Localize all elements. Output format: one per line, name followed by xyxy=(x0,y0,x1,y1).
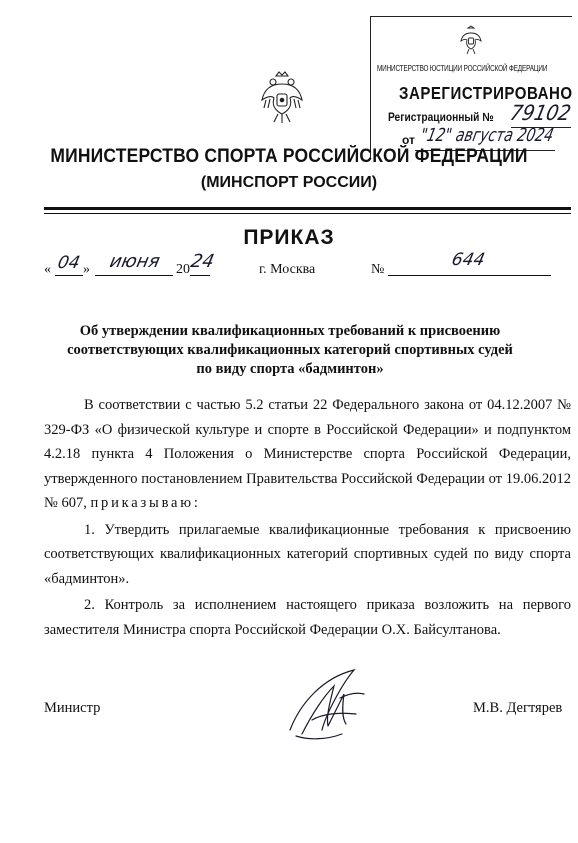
date-close-quote: » xyxy=(83,262,90,277)
stamp-emblem-icon xyxy=(459,25,483,55)
preamble-text: В соответствии с частью 5.2 статьи 22 Федерального закона от 04.12.2007 № 329-ФЗ «О физической культуре и спорте в Российской Федерации» и подпунктом 4.2.18 пункта 4 Положения о Министерстве спорта Российской Федерации, утвержденного постановлением Правительства Российской Федерации от 19.06.2012 № 607, xyxy=(44,397,571,511)
order-item-2: 2. Контроль за исполнением настоящего приказа возложить на первого заместителя Министра спорта Российской Федерации О.Х. Байсултанова. xyxy=(44,597,571,638)
date-year-underline xyxy=(190,275,210,276)
date-year-prefix: 20 xyxy=(176,262,190,277)
date-year-suffix: 24 xyxy=(188,251,217,272)
document-type-heading: ПРИКАЗ xyxy=(243,226,335,249)
city-name: г. Москва xyxy=(259,262,316,277)
date-month-underline xyxy=(95,275,173,276)
order-body xyxy=(44,393,571,642)
ministry-name: МИНИСТЕРСТВО СПОРТА РОССИЙСКОЙ ФЕДЕРАЦИИ xyxy=(50,146,528,167)
order-number: 644 xyxy=(449,250,487,270)
date-day: 04 xyxy=(55,253,82,273)
stamp-registered-label: ЗАРЕГИСТРИРОВАНО xyxy=(399,83,573,103)
signatory-position: Министр xyxy=(44,700,101,716)
date-day-underline xyxy=(55,275,83,276)
registration-stamp xyxy=(370,16,572,158)
order-item-1: 1. Утвердить прилагаемые квалификационные требования к присвоению соответствующих квалификационных категорий спортивных судей по виду спорта «бадминтон». xyxy=(44,521,571,587)
order-number-label: № xyxy=(371,262,385,277)
date-open-quote: « xyxy=(44,262,51,277)
ministry-short-name: (МИНСПОРТ РОССИИ) xyxy=(200,174,378,191)
header-rule-thin xyxy=(44,213,571,214)
stamp-date-label: от xyxy=(402,133,415,147)
date-month: июня xyxy=(107,251,162,272)
preamble-paragraph xyxy=(44,393,571,516)
stamp-date: "12" августа 2024 xyxy=(418,125,556,146)
stamp-registration-number: 79102 xyxy=(507,101,574,125)
order-title-line: по виду спорта «бадминтон» xyxy=(196,361,384,377)
order-title-line: соответствующих квалификационных категорий спортивных судей xyxy=(67,342,513,358)
order-word: приказываю: xyxy=(90,495,201,511)
handwritten-signature xyxy=(282,664,372,744)
header-rule-thick xyxy=(44,207,571,210)
order-title xyxy=(40,322,540,379)
stamp-ministry-name: МИНИСТЕРСТВО ЮСТИЦИИ РОССИЙСКОЙ ФЕДЕРАЦИИ xyxy=(377,64,548,73)
signatory-name: М.В. Дегтярев xyxy=(473,700,563,716)
order-number-underline xyxy=(388,275,551,276)
stamp-registration-number-label: Регистрационный № xyxy=(388,110,494,124)
order-title-line: Об утверждении квалификационных требований к присвоению xyxy=(79,323,501,339)
coat-of-arms-emblem-icon xyxy=(260,70,304,126)
